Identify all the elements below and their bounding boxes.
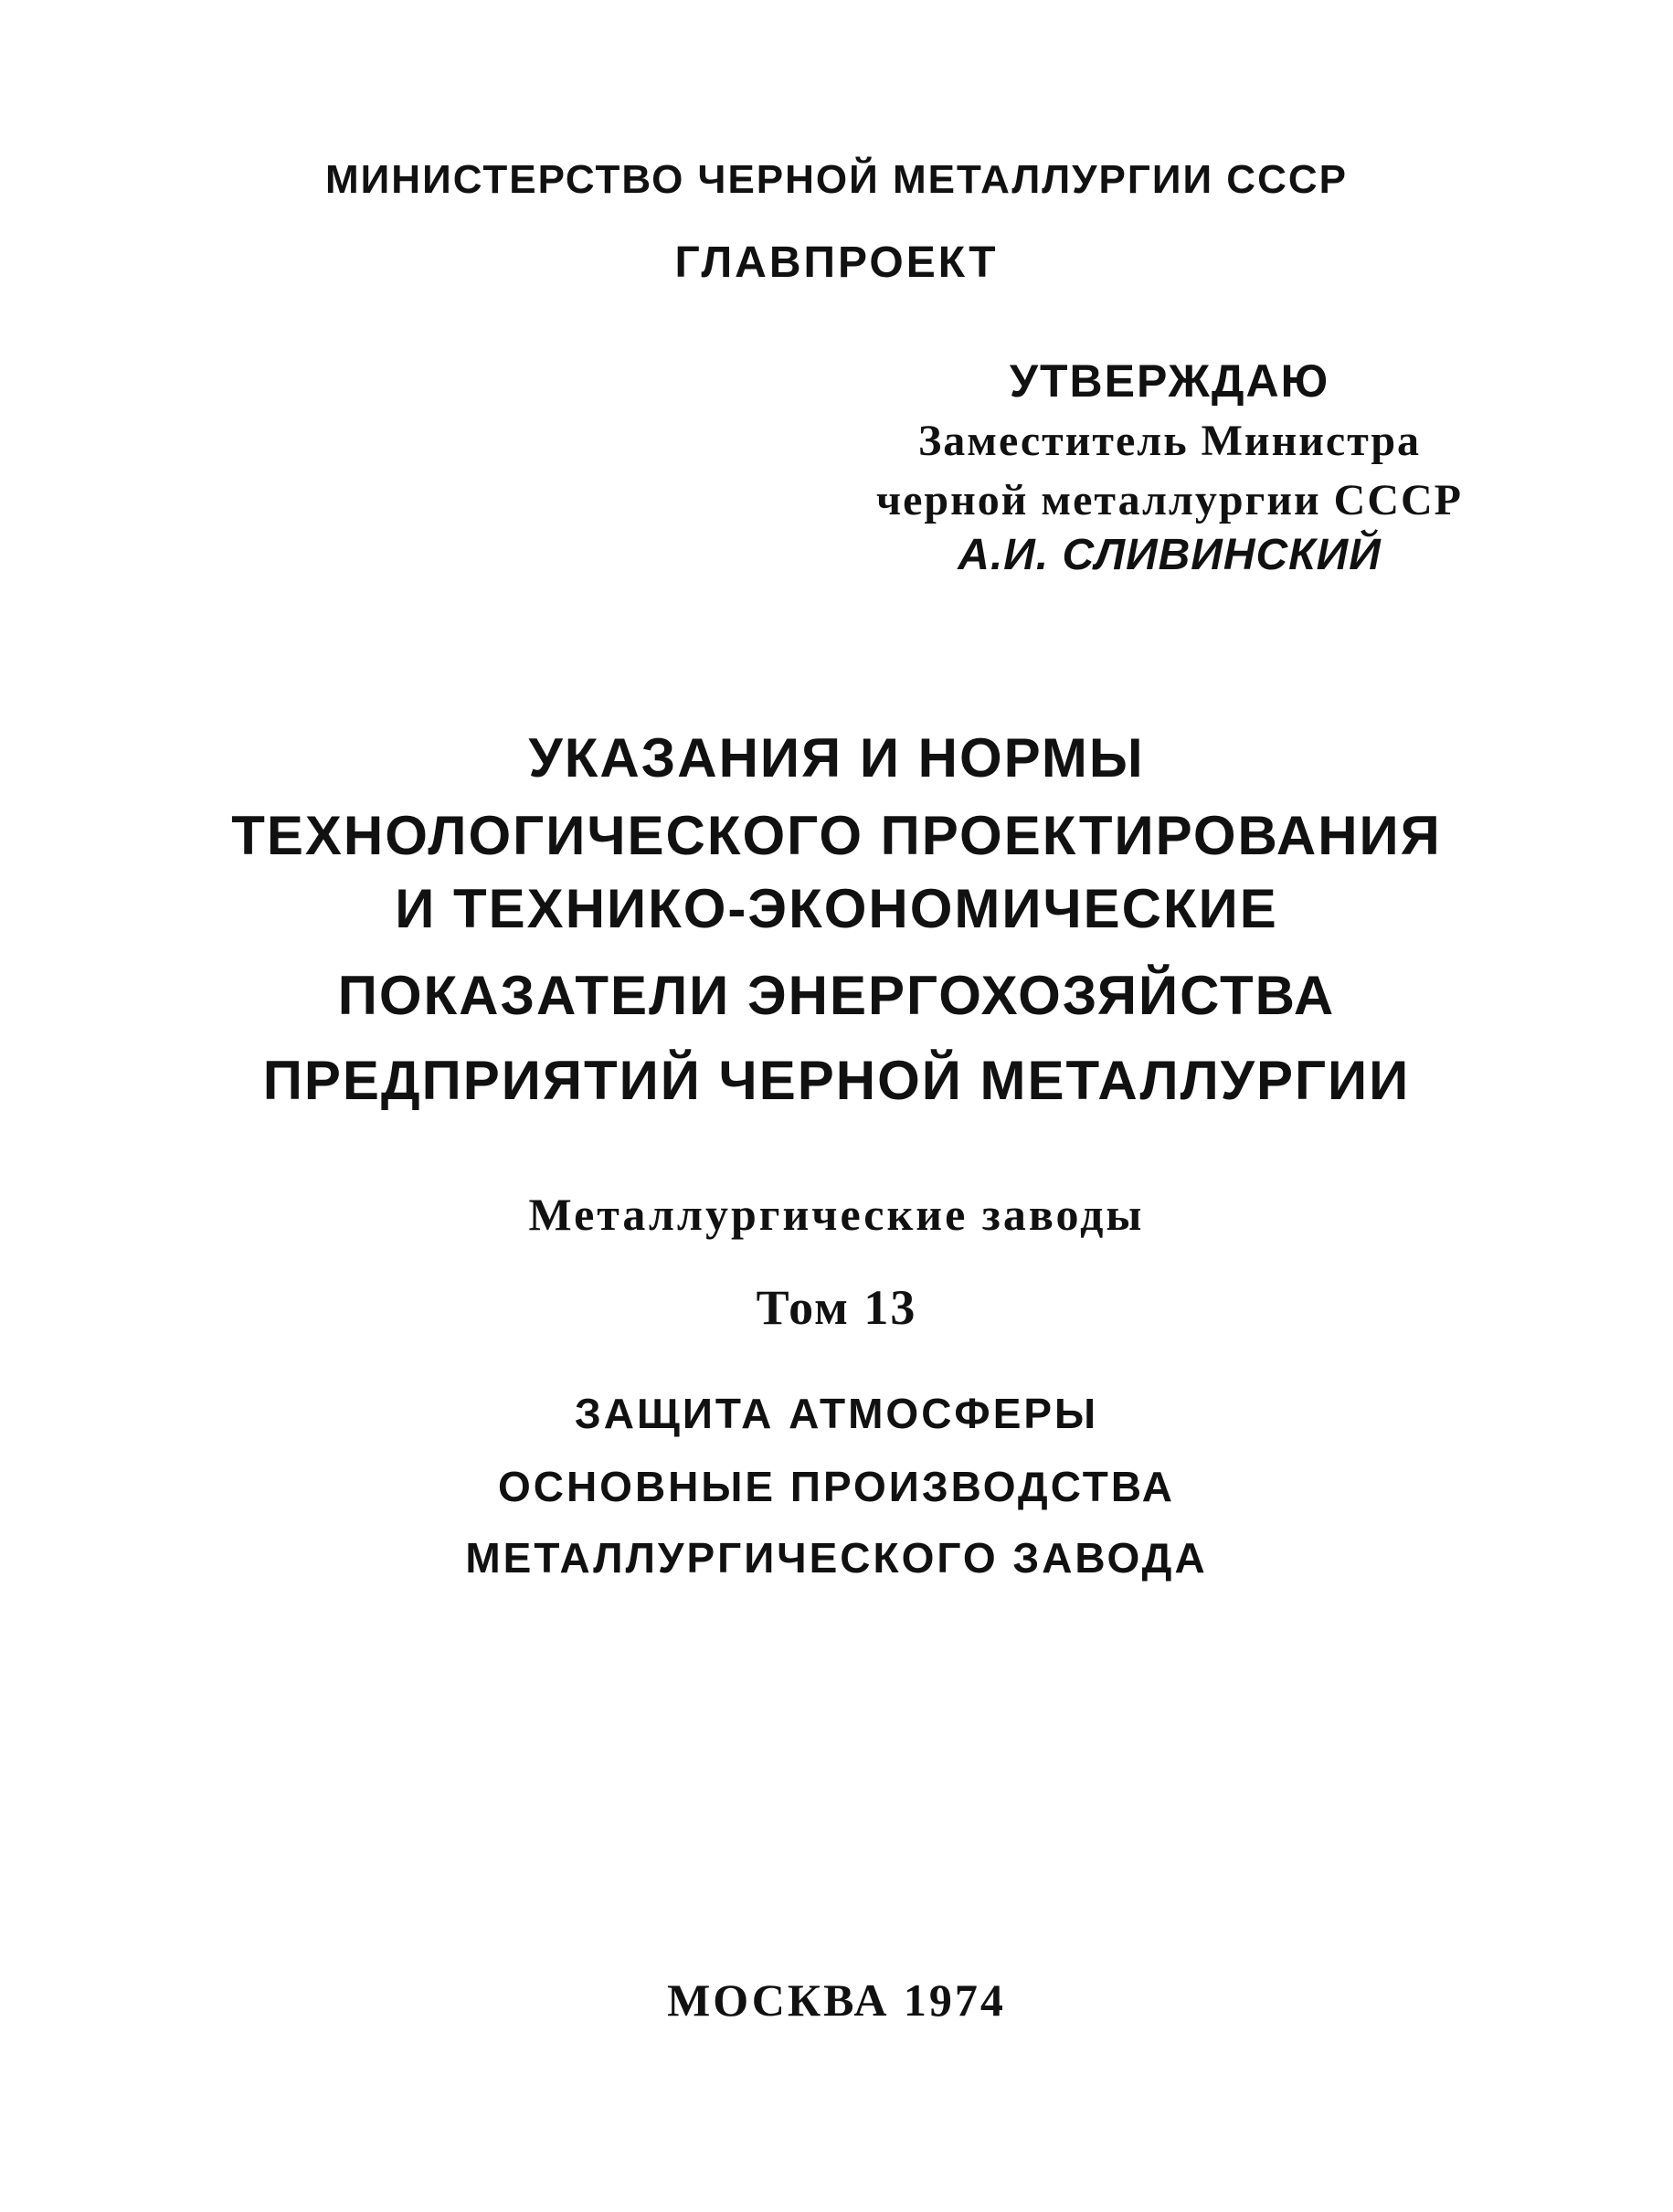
document-title-line-3: И ТЕХНИКО-ЭКОНОМИЧЕСКИЕ <box>395 878 1278 939</box>
approval-position-line-2: черной металлургии СССР <box>876 476 1463 524</box>
document-title-line-2: ТЕХНОЛОГИЧЕСКОГО ПРОЕКТИРОВАНИЯ <box>231 805 1442 866</box>
publication-place-year: МОСКВА 1974 <box>667 1974 1006 2026</box>
approval-position-line-1: Заместитель Министра <box>917 417 1422 465</box>
document-title-line-5: ПРЕДПРИЯТИЙ ЧЕРНОЙ МЕТАЛЛУРГИИ <box>262 1050 1411 1111</box>
document-title-line-4: ПОКАЗАТЕЛИ ЭНЕРГОХОЗЯЙСТВА <box>337 965 1336 1026</box>
series-title: Металлургические заводы <box>528 1189 1145 1240</box>
subtitle-line-2: ОСНОВНЫЕ ПРОИЗВОДСТВА <box>497 1463 1176 1510</box>
volume-number: Том 13 <box>756 1280 917 1335</box>
subtitle-line-1: ЗАЩИТА АТМОСФЕРЫ <box>574 1390 1099 1437</box>
ministry-name: МИНИСТЕРСТВО ЧЕРНОЙ МЕТАЛЛУРГИИ СССР <box>325 157 1348 202</box>
approval-heading: УТВЕРЖДАЮ <box>1009 355 1330 407</box>
subtitle-line-3: МЕТАЛЛУРГИЧЕСКОГО ЗАВОДА <box>465 1534 1208 1582</box>
organization-name: ГЛАВПРОЕКТ <box>674 238 999 287</box>
approver-name: А.И. СЛИВИНСКИЙ <box>958 531 1382 579</box>
document-title-line-1: УКАЗАНИЯ И НОРМЫ <box>528 727 1145 788</box>
